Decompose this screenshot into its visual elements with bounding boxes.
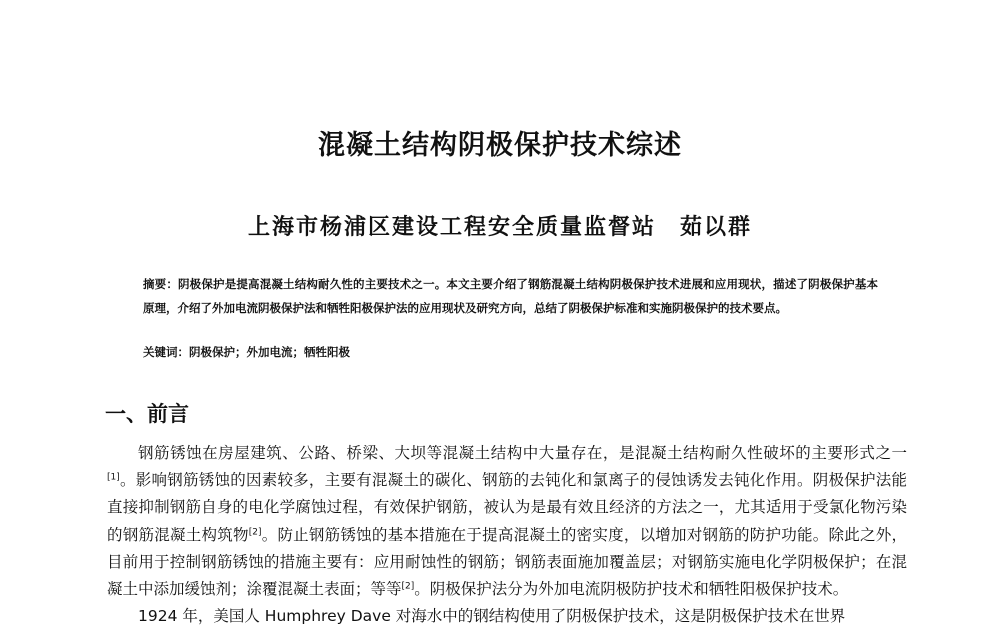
- paragraph-1-text-c: 。防止钢筋锈蚀的基本措施在于提高混凝土的密实度，以增加对钢筋的防护功能。除此之外，目前用于控制钢筋锈蚀的措施主要有：应用耐蚀性的钢筋；钢筋表面施加覆盖层；对钢筋实施电化学阴极保护；在混凝土中添加缓蚀剂；涂覆混凝土表面；等等: [107, 525, 907, 599]
- abstract: [143, 272, 878, 320]
- citation-2: [2]: [248, 527, 262, 538]
- keywords-text: 阴极保护；外加电流；牺牲阳极: [189, 345, 350, 359]
- abstract-label: 摘要：: [143, 277, 179, 291]
- author-affiliation: 上海市杨浦区建设工程安全质量监督站 茹以群: [247, 214, 752, 240]
- citation-1: [1]: [107, 472, 120, 483]
- paragraph-1-text-b: 。影响钢筋锈蚀的因素较多，主要有混凝土的碳化、钢筋的去钝化和氯离子的侵蚀诱发去钝化作用。阴极保护法能直接抑制钢筋自身的电化学腐蚀过程，有效保护钢筋，被认为是最有效且经济的方法之一，尤其适用于受氯化物污染的钢筋混凝土构筑物: [107, 471, 907, 544]
- citation-3: [2]: [401, 581, 415, 592]
- keywords: [143, 342, 878, 362]
- section-heading: 一、前言: [105, 402, 189, 426]
- keywords-label: 关键词：: [143, 345, 189, 359]
- paragraph-1-text-d: 。阴极保护法分为外加电流阴极防护技术和牺牲阳极保护技术。: [414, 580, 849, 599]
- paragraph-1-text-a: 钢筋锈蚀在房屋建筑、公路、桥梁、大坝等混凝土结构中大量存在，是混凝土结构耐久性破坏的主要形式之一: [138, 444, 907, 462]
- paragraph-1: [107, 440, 907, 603]
- paper-title: 混凝土结构阴极保护技术综述: [318, 130, 682, 161]
- section-body: [107, 440, 907, 630]
- abstract-text: 阴极保护是提高混凝土结构耐久性的主要技术之一。本文主要介绍了钢筋混凝土结构阴极保护技术进展和应用现状，描述了阴极保护基本原理，介绍了外加电流阴极保护法和牺牲阳极保护法的应用现状及研究方向，总结了阴极保护标准和实施阴极保护的技术要点。: [143, 277, 879, 315]
- paragraph-2: 1924 年，美国人 Humphrey Dave 对海水中的钢结构使用了阴极保护技术，这是阴极保护技术在世界: [138, 607, 846, 626]
